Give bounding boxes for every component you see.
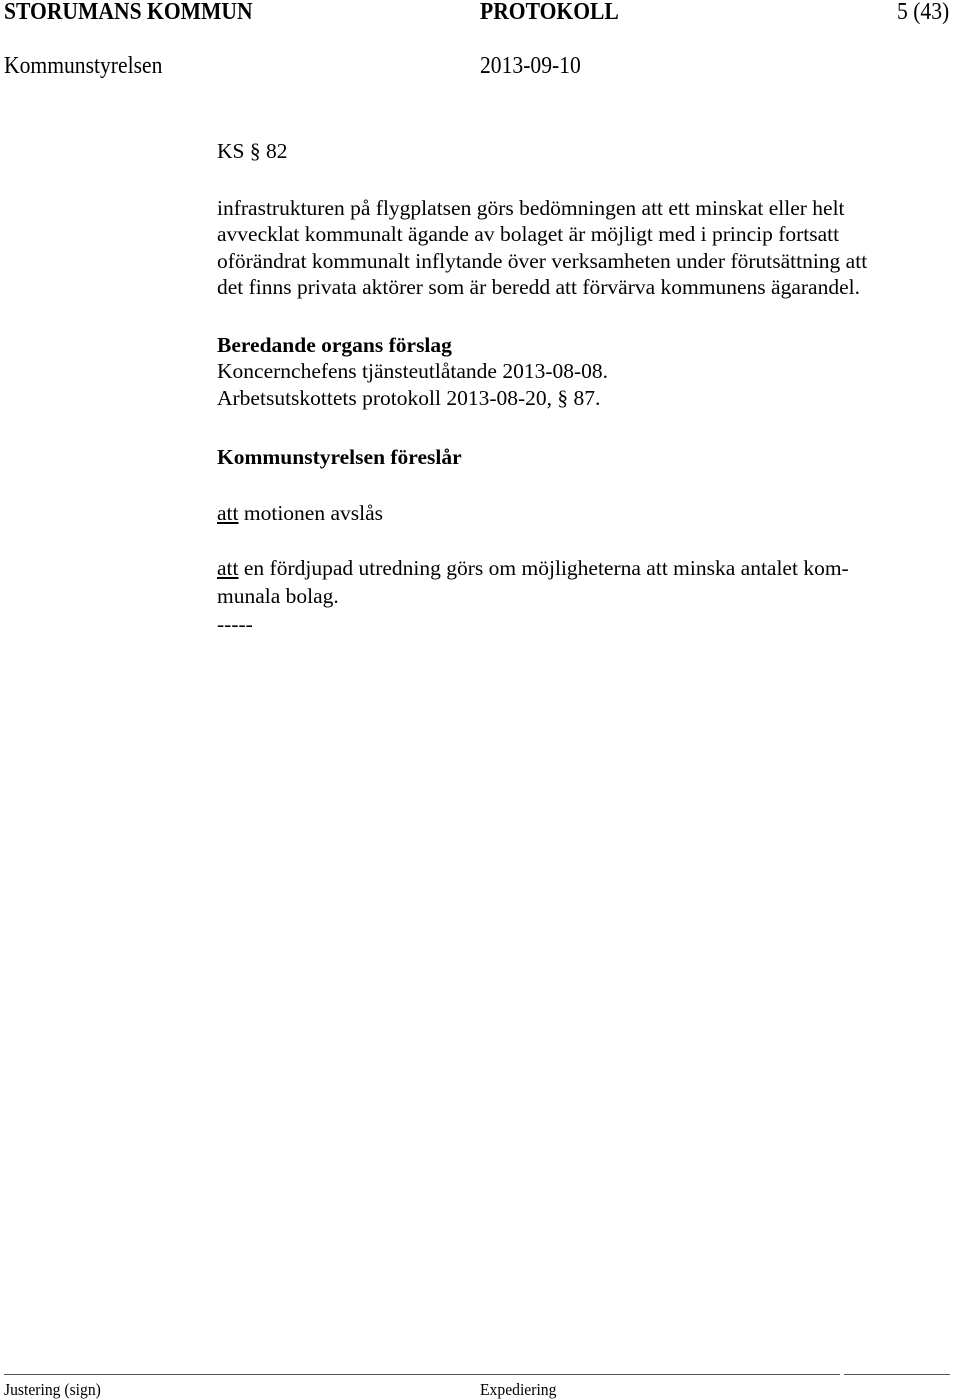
organization-name: STORUMANS KOMMUN bbox=[4, 0, 253, 25]
footer-justering: Justering (sign) bbox=[4, 1380, 101, 1399]
meeting-body: Kommunstyrelsen bbox=[4, 53, 163, 79]
footer-rule bbox=[4, 1374, 840, 1375]
footer-expediering: Expediering bbox=[480, 1380, 557, 1399]
proposal-continuation: munala bolag. bbox=[217, 584, 339, 608]
preparation-heading: Beredande organs förslag bbox=[217, 333, 452, 357]
preparation-item: Koncernchefens tjänsteutlåtande 2013-08-08. bbox=[217, 359, 609, 383]
proposal-text: motionen avslås bbox=[238, 501, 384, 525]
paragraph-line: oförändrat kommunalt inflytande över verksamheten under förutsättning att bbox=[217, 249, 868, 273]
att-word: att bbox=[217, 501, 239, 525]
document-type: PROTOKOLL bbox=[480, 0, 619, 25]
proposal-item bbox=[217, 555, 849, 581]
meeting-date: 2013-09-10 bbox=[480, 53, 581, 79]
proposal-heading: Kommunstyrelsen föreslår bbox=[217, 445, 462, 469]
footer-rule bbox=[844, 1374, 950, 1375]
att-word: att bbox=[217, 556, 239, 580]
section-number: KS § 82 bbox=[217, 139, 288, 163]
paragraph-line: infrastrukturen på flygplatsen görs bedömningen att ett minskat eller helt bbox=[217, 196, 845, 220]
paragraph-line: avvecklat kommunalt ägande av bolaget är möjligt med i princip fortsatt bbox=[217, 222, 840, 246]
proposal-text: en fördjupad utredning görs om möjligheterna att minska antalet kom- bbox=[238, 556, 849, 580]
end-marker: ----- bbox=[217, 612, 253, 636]
preparation-item: Arbetsutskottets protokoll 2013-08-20, § 87. bbox=[217, 386, 601, 410]
proposal-item bbox=[217, 500, 383, 526]
page-number: 5 (43) bbox=[897, 0, 950, 25]
paragraph-line: det finns privata aktörer som är beredd att förvärva kommunens ägarandel. bbox=[217, 275, 860, 299]
